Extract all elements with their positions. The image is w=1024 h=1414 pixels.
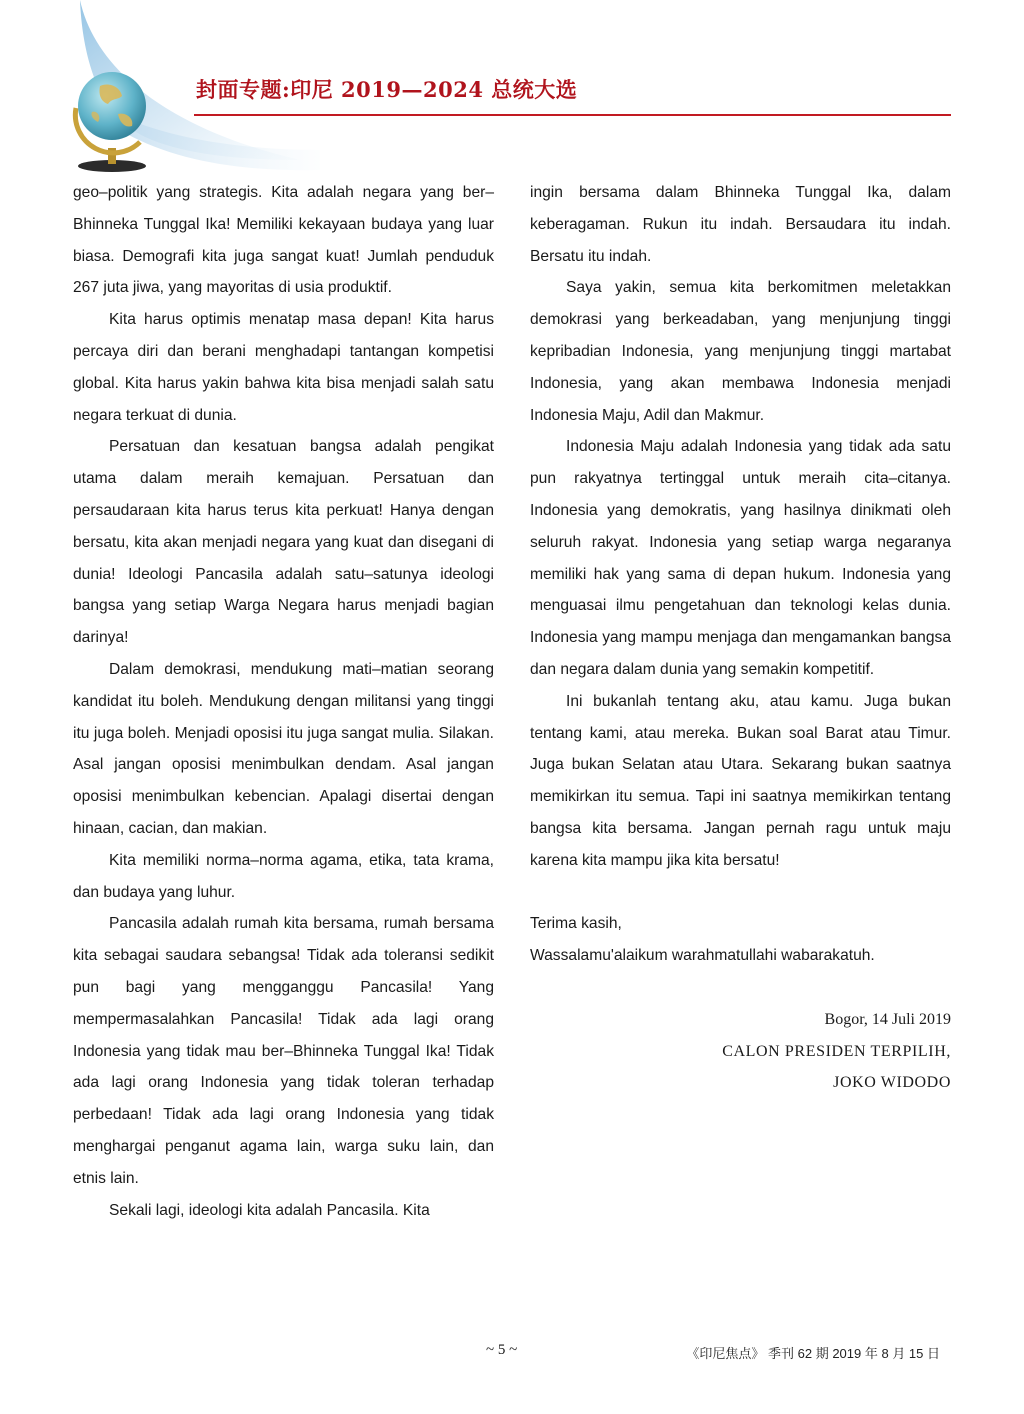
closing-salutation: Wassalamu'alaikum warahmatullahi wabarakatuh. xyxy=(530,947,875,965)
paragraph: Ini bukanlah tentang aku, atau kamu. Juga bukan tentang kami, atau mereka. Bukan soal Barat atau Timur. Juga bukan Selatan atau Utara. Sekarang bukan saatnya memikirkan itu semua. Tapi ini saatnya memikirkan tentang bangsa kita bersama. Jangan pernah ragu untuk maju karena kita mampu jika kita bersatu! xyxy=(530,692,951,869)
paragraph: Indonesia Maju adalah Indonesia yang tidak ada satu pun rakyatnya tertinggal untuk meraih cita–citanya. Indonesia yang demokratis, yang hasilnya dinikmati oleh seluruh rakyat. Indonesia yang setiap warga negaranya memiliki hak yang sama di depan hukum. Indonesia yang menguasai ilmu pengetahuan dan teknologi kelas dunia. Indonesia yang mampu menjaga dan mengamankan bangsa dan negara dalam dunia yang semakin kompetitif. xyxy=(530,438,951,678)
right-column xyxy=(530,177,951,1099)
publication-info: 《印尼焦点》 季刊 62 期 2019 年 8 月 15 日 xyxy=(686,1346,940,1361)
signature-role: CALON PRESIDEN TERPILIH, xyxy=(722,1042,951,1060)
paragraph: Sekali lagi, ideologi kita adalah Pancasila. Kita xyxy=(109,1201,430,1219)
paragraph: Dalam demokrasi, mendukung mati–matian seorang kandidat itu boleh. Mendukung dengan militansi yang tinggi itu juga boleh. Menjadi oposisi itu juga sangat mulia. Silakan. Asal jangan oposisi menimbulkan dendam. Asal jangan oposisi menimbulkan kebencian. Apalagi disertai dengan hinaan, cacian, dan makian. xyxy=(73,660,494,837)
signature-block xyxy=(530,1004,951,1099)
paragraph: geo–politik yang strategis. Kita adalah negara yang ber–Bhinneka Tunggal Ika! Memiliki kekayaan budaya yang luar biasa. Demografi kita juga sangat kuat! Jumlah penduduk 267 juta jiwa, yang mayoritas di usia produktif. xyxy=(73,184,494,297)
closing xyxy=(530,908,951,972)
paragraph: Kita harus optimis menatap masa depan! Kita harus percaya diri dan berani menghadapi tantangan kompetisi global. Kita harus yakin bahwa kita bisa menjadi salah satu negara terkuat di dunia. xyxy=(73,311,494,424)
header-divider xyxy=(194,114,951,116)
header-title: 封面专题:印尼 2019—2024 总统大选 xyxy=(196,77,578,102)
signature-name: JOKO WIDODO xyxy=(833,1074,951,1092)
paragraph: Persatuan dan kesatuan bangsa adalah pengikat utama dalam meraih kemajuan. Persatuan dan persaudaraan kita harus terus kita perkuat! Hanya dengan bersatu, kita akan menjadi negara yang kuat dan disegani di dunia! Ideologi Pancasila adalah satu–satunya ideologi bangsa yang setiap Warga Negara harus menjadi bagian darinya! xyxy=(73,438,494,647)
paragraph: Saya yakin, semua kita berkomitmen meletakkan demokrasi yang berkeadaban, yang menjunjung tinggi kepribadian Indonesia, yang menjunjung tinggi martabat Indonesia, yang akan membawa Indonesia menjadi Indonesia Maju, Adil dan Makmur. xyxy=(530,279,951,424)
paragraph: Pancasila adalah rumah kita bersama, rumah bersama kita sebagai saudara sebangsa! Tidak ada toleransi sedikit pun bagi yang mengganggu Pancasila! Yang mempermasalahkan Pancasila! Tidak ada lagi orang Indonesia yang tidak mau ber–Bhinneka Tunggal Ika! Tidak ada lagi orang Indonesia yang tidak toleran terhadap perbedaan! Tidak ada lagi orang Indonesia yang tidak menghargai penganut agama lain, warga suku lain, dan etnis lain. xyxy=(73,915,494,1187)
globe-icon xyxy=(62,62,162,174)
page-number: ~ 5 ~ xyxy=(486,1342,518,1358)
signature-place-date: Bogor, 14 Juli 2019 xyxy=(824,1010,951,1028)
closing-thanks: Terima kasih, xyxy=(530,915,622,933)
paragraph: Kita memiliki norma–norma agama, etika, tata krama, dan budaya yang luhur. xyxy=(73,851,494,901)
paragraph: ingin bersama dalam Bhinneka Tunggal Ika, dalam keberagaman. Rukun itu indah. Bersaudara itu indah. Bersatu itu indah. xyxy=(530,184,951,265)
left-column xyxy=(73,177,494,1226)
